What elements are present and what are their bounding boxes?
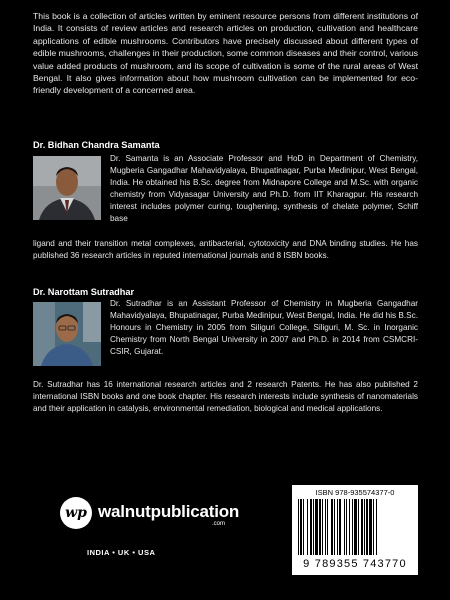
publisher-regions: INDIA • UK • USA [87,548,156,557]
author2-name: Dr. Narottam Sutradhar [33,287,135,297]
isbn-barcode [292,485,418,575]
barcode-stripe [358,499,359,555]
barcode-stripe [337,499,338,555]
barcode-stripe [334,499,335,555]
barcode-stripe [298,499,299,555]
barcode-stripe [339,499,341,555]
barcode-stripe [364,499,365,555]
barcode-stripe [319,499,321,555]
author2-photo [33,302,101,366]
barcode-stripe [322,499,323,555]
barcode-stripe [313,499,314,555]
author1-photo [33,156,101,220]
barcode-stripe [344,499,345,555]
barcode-bars [298,499,412,555]
barcode-stripe [327,499,328,555]
barcode-stripe [331,499,333,555]
barcode-stripe [307,499,308,555]
barcode-stripe [300,499,302,555]
barcode-stripe [349,499,350,555]
barcode-stripe [354,499,357,555]
barcode-stripe [352,499,353,555]
author2-bio-continued: Dr. Sutradhar has 16 international research articles and 2 research Patents. He has also published 2 international ISBN books and one book chapter. His research interests include synthesis of nanomaterials and their application in catalysis, environmental remediation, biological and medical applications. [33,380,418,414]
author1-bio: Dr. Samanta is an Associate Professor and HoD in Department of Chemistry, Mugberia Gangadhar Mahavidyalaya, Bhupatinagar, Purba Medinipur, West Bengal, India. He obtained his B.Sc. degree from Midnapore College and M.Sc. with organic chemistry from Vidyasagar University and Ph.D. from IIT Kharagpur. His research interest includes polymer curing, toughening, synthesis of chelate polymer, Schiff base [110,154,418,224]
barcode-stripe [369,499,372,555]
barcode-stripe [325,499,326,555]
author1-bio-continued: ligand and their transition metal complexes, antibacterial, cytotoxicity and DNA binding studies. He has published 36 research articles in reputed international journals and 8 ISBN books. [33,239,418,261]
author1-name: Dr. Bidhan Chandra Samanta [33,140,160,150]
author2-bio: Dr. Sutradhar is an Assistant Professor of Chemistry in Mugberia Gangadhar Mahavidyalaya, Bhupatinagar, Purba Medinipur, West Bengal, India. He did his B.Sc. Honours in Chemistry in 2005 from Siliguri College, Siliguri, M. Sc. in Inorganic Chemistry from North Bengal University in 2007 and Ph.D. in 2014 from CSMCRI-CSIR, Gujarat. [110,299,418,357]
isbn-label: ISBN 978-935574377-0 [315,488,395,497]
publisher-domain-suffix: .com [212,521,226,527]
publisher-name: walnutpublication [98,502,240,521]
barcode-stripe [373,499,374,555]
barcode-stripe [346,499,347,555]
barcode-stripe [315,499,318,555]
barcode-stripe [303,499,304,555]
barcode-number: 9 789355 743770 [303,558,407,570]
back-cover-blurb: This book is a collection of articles written by eminent resource persons from different institutions of India. It consists of review articles and research articles on production, cultivation and healthcare applications of edible mushrooms. Contributors have precisely discussed about different types of edible mushrooms, challenges in their production, some common diseases and their control, various value added products of mushroom, and its scope of cultivation is some of the rural areas of West Bengal. It also gives information about how mushroom cultivation can be implemented for eco-friendly development of a concerned area. [33,11,418,96]
barcode-stripe [310,499,312,555]
barcode-stripe [376,499,377,555]
walnut-logo-icon: wp [60,497,92,529]
barcode-stripe [361,499,363,555]
publisher-logo [60,497,260,537]
barcode-stripe [366,499,368,555]
